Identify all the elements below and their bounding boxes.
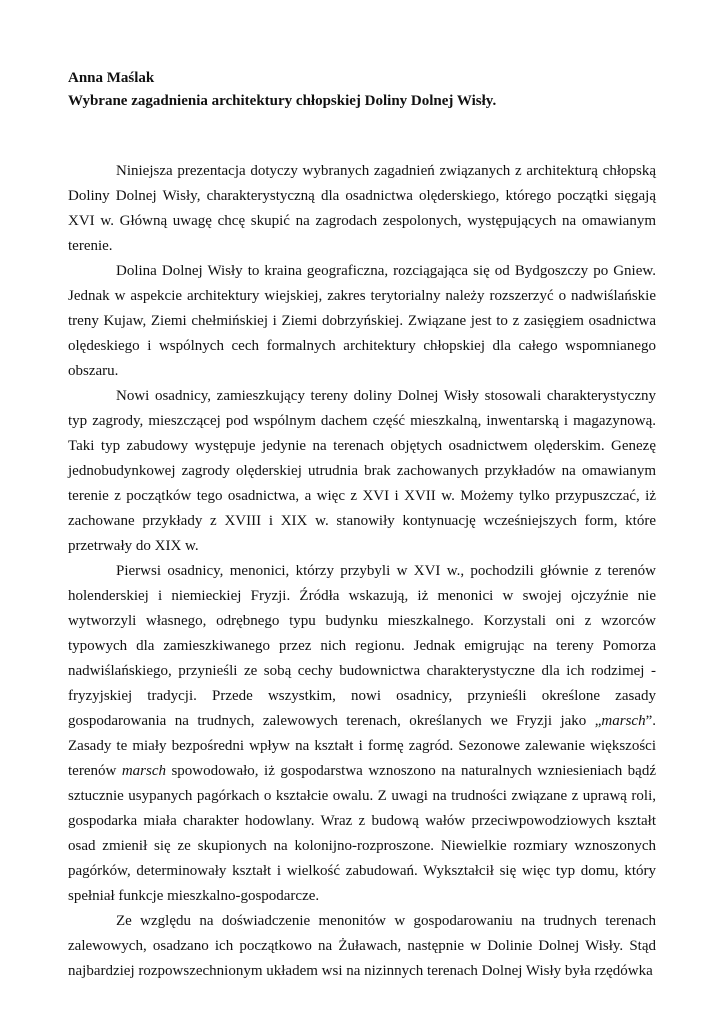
paragraph-text: Pierwsi osadnicy, menonici, którzy przybyli w XVI w., pochodzili głównie z terenów holenderskiej i niemieckiej Fryzji. Źródła wskazują, iż menonici w swojej ojczyźnie nie wytworzyli własnego, odrębnego typu budynku mieszkalnego. Korzystali oni z wzorców typowych dla zamieszkiwanego przez nich regionu. Jednak emigrując na tereny Pomorza nadwiślańskiego, przynieśli ze sobą cechy budownictwa charakterystyczne dla ich rodzimej - fryzyjskiej tradycji. Przede wszystkim, nowi osadnicy, przynieśli określone zasady gospodarowania na trudnych, zalewowych terenach, określanych we Fryzji jako „ bbox=[68, 563, 656, 729]
paragraph-introduction: Niniejsza prezentacja dotyczy wybranych zagadnień związanych z architekturą chłopską Doliny Dolnej Wisły, charakterystyczną dla osadnictwa olęderskiego, którego początki sięgają XVI w. Główną uwagę chcę skupić na zagrodach zespolonych, występujących na omawianym terenie. bbox=[68, 163, 656, 254]
term-marsch: marsch bbox=[601, 713, 646, 729]
paragraph-mennonites bbox=[68, 559, 656, 909]
title-spacer bbox=[68, 113, 656, 159]
paragraph-geography: Dolina Dolnej Wisły to kraina geograficzna, rozciągająca się od Bydgoszczy po Gniew. Jednak w aspekcie architektury wiejskiej, zakres terytorialny należy rozszerzyć o nadwiślańskie treny Kujaw, Ziemi chełmińskiej i Ziemi dobrzyńskiej. Związane jest to z zasięgiem osadnictwa olędeskiego i wspólnych cech formalnych architektury chłopskiej dla całego wspomnianego obszaru. bbox=[68, 263, 656, 379]
paragraph-text: ”. Zasady te miały bezpośredni wpływ na kształt i formę zagród. Sezonowe zalewanie większości terenów bbox=[68, 713, 656, 779]
paragraph-text: spowodowało, iż gospodarstwa wznoszono na naturalnych wzniesieniach bądź sztucznie usypanych pagórkach o kształcie owalu. Z uwagi na trudności związane z uprawą roli, gospodarka miała charakter hodowlany. Wraz z budową wałów przeciwpowodziowych kształt osad zmienił się ze skupionych na kolonijno-rozproszone. Niewielkie rozmiary wznoszonych pagórków, determinowały kształt i wielkość zabudowań. Wykształcił się więc typ domu, który spełniał funkcje mieszkalno-gospodarcze. bbox=[68, 763, 656, 904]
document-page bbox=[68, 67, 656, 984]
term-marsch: marsch bbox=[121, 763, 166, 779]
paragraph-settlement-layout: Ze względu na doświadczenie menonitów w gospodarowaniu na trudnych terenach zalewowych, osadzano ich początkowo na Żuławach, następnie w Dolinie Dolnej Wisły. Stąd najbardziej rozpowszechnionym układem wsi na nizinnych terenach Dolnej Wisły była rzędówka bbox=[68, 913, 656, 979]
author-name: Anna Maślak bbox=[68, 70, 155, 86]
paragraph-settlers-farmstead: Nowi osadnicy, zamieszkujący tereny doliny Dolnej Wisły stosowali charakterystyczny typ zagrody, mieszczącej pod wspólnym dachem część mieszkalną, inwentarską i magazynową. Taki typ zabudowy występuje jedynie na terenach objętych osadnictwem olęderskim. Genezę jednobudynkowej zagrody olęderskiej utrudnia brak zachowanych przykładów na omawianym terenie z początków tego osadnictwa, a więc z XVI i XVII w. Możemy tylko przypuszczać, iż zachowane przykłady z XVIII i XIX w. stanowiły kontynuację wcześniejszych form, które przetrwały do XIX w. bbox=[68, 388, 656, 554]
document-title: Wybrane zagadnienia architektury chłopskiej Doliny Dolnej Wisły. bbox=[68, 93, 497, 109]
